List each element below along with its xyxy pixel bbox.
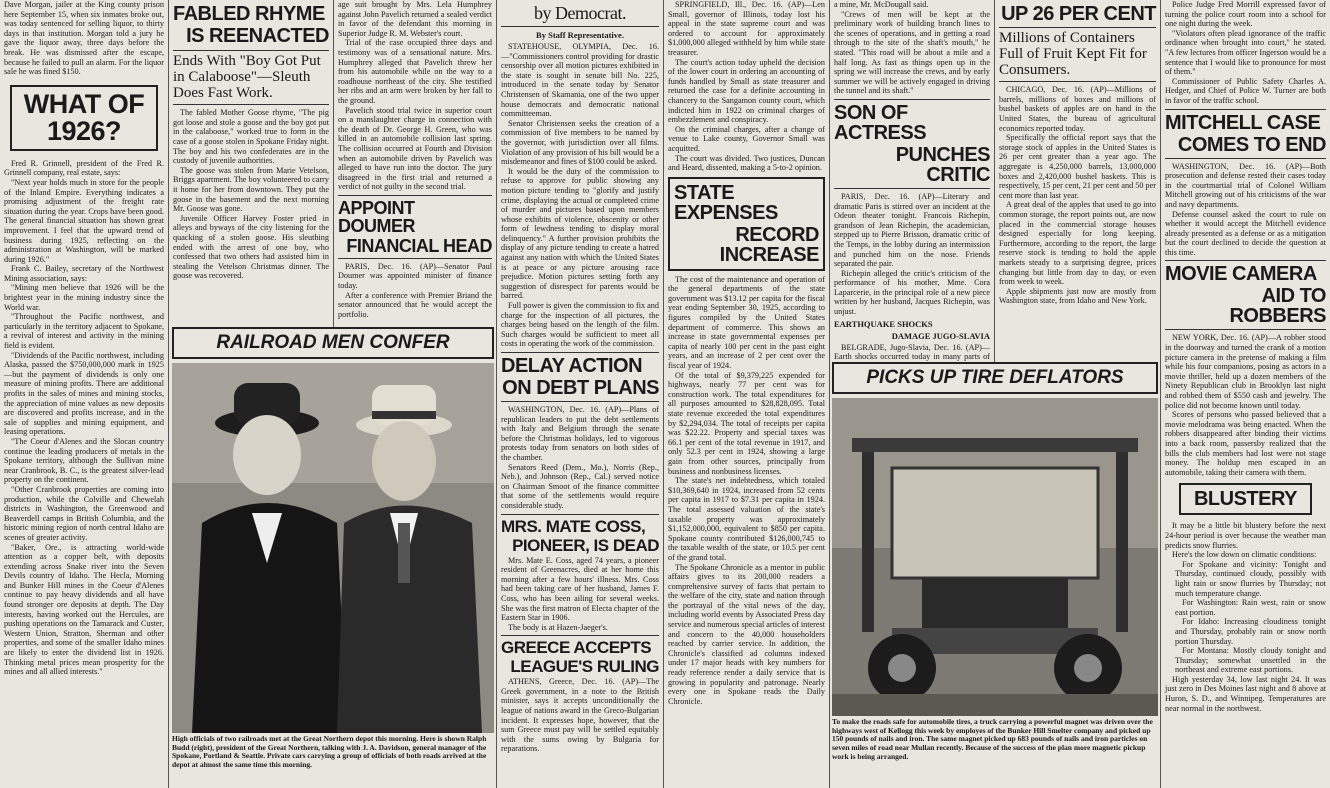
headline-punches-critic: PUNCHES CRITIC	[895, 143, 990, 186]
column-6	[830, 0, 994, 362]
headline-fabled-rhyme: FABLED RHYME	[173, 3, 325, 25]
headline-leagues-ruling: LEAGUE'S RULING	[510, 657, 659, 677]
jailer-article: Dave Morgan, jailer at the King county prison here September 15, when six inmates broke out, was today sentenced for selling liquor, to thirty days in that institution. Morgan told a jury he gave the liquor away, three days before the break. He was dismissed after the escape, because he failed to pull an alarm. For the liquor sale he was fined $150.	[4, 0, 164, 77]
magnet-truck-photo	[832, 398, 1158, 716]
subhead-fabled-rhyme: Ends With "Boy Got Put in Calaboose"—Sleuth Does Fast Work.	[173, 53, 321, 101]
small-appeal-article: SPRINGFIELD, Ill., Dec. 16. (AP)—Len Small, governor of Illinois, today lost his appeal in the state supreme court and was ordered to account for approximately $1,000,000 alleged withheld by him while state treasurer. The court's action today upheld the decision of the lower court in ordering an accounting of funds handled by Small as state treasurer and returned the case for a definite accounting in chancery to the Sangamon county court, which indicted him in 1922 on criminal charges of embezzlement and conspiracy. On the criminal charges, after a change of venue to Lake county, Governor Small was acquitted. The court was divided. Two justices, Duncan and Heard, dissented, making a 5-to-2 opinion.	[668, 0, 825, 173]
state-expenses-headline-box	[668, 177, 825, 271]
divider	[338, 195, 492, 196]
divider	[834, 99, 990, 100]
divider	[173, 104, 329, 105]
divider	[501, 26, 659, 27]
headline-greece-accepts: GREECE ACCEPTS	[501, 638, 652, 658]
headline-what-of-1926: WHAT OF 1926?	[23, 88, 145, 146]
headline-comes-to-end: COMES TO END	[1177, 133, 1326, 156]
headline-blustery: BLUSTERY	[1193, 488, 1298, 511]
divider	[501, 635, 659, 636]
blustery-headline-box	[1179, 483, 1312, 515]
divider	[501, 514, 659, 515]
doumer-article: PARIS, Dec. 16. (AP)—Senator Paul Doumer was appointed minister of finance today. After a conference with Premier Briand the senator announced that he would accept the portfolio.	[338, 261, 492, 319]
column-1	[0, 0, 168, 788]
headline-is-reenacted: IS REENACTED	[186, 25, 329, 47]
what-of-1926-article: Fred R. Grinnell, president of the Fred R. Grinnell company, real estate, says: "Next year holds much in store for the people of the Inland Empire. Everything indicates a promising adjustment of the freight rate situation during the year. Crops have been good. The general financial situation has shown great improvement. I feel that the upward trend of business during 1925, reflecting on the administration at Washington, will be marked during 1926." Frank C. Bailey, secretary of the Northwest Mining association, says: "Mining men believe that 1926 will be the brightest year in the mining industry since the World war. "Throughout the Pacific northwest, and particularly in the territory adjacent to Spokane, a revival of interest and activity in the mining field is evident. "Dividends of the Pacific northwest, including Alaska, passed the $750,000,000 mark in 1925—but the payment of dividends is only one measure of mining profits. There are additional profits in the sales of mines and mining stocks, the appreciation of mine values as new deposits are discovered and profits increase, and in the sale of supplies and mining equipment, and leasing operations. "The Coeur d'Alenes and the Slocan country continue the leading producers of metals in the Spokane territory, although the Sullivan mine near Cranbrook, B. C., is the greatest silver-lead property on the continent. "Other Cranbrook properties are coming into production, while the Colville and Chewelah districts in Washington, the Greenwood and Beaverdell camps in British Columbia, and the historic mining region of north central Idaho are scenes of greater activity. "Baker, Ore., is attracting world-wide attention as a copper belt, with deposits extending across Snake river into the Seven Devils country of Idaho. The Hecla, Morning and Bunker Hill mines in the Coeur d'Alenes continue to pay heavy dividends and all have found stronger ore deposits at depth. The Day interests, having worked out the Hercules, are pushing operations on the Tamarack and Custer, Western Union, Stratton, Sherman and other properties, and some of the smaller Idaho mines are likely to enter the dividend list in 1926. Thinking metal prices mean prosperity for the mines and all allied interests."	[4, 158, 164, 677]
debt-plans-article: WASHINGTON, Dec. 16. (AP)—Plans of republican leaders to put the debt settlements with Italy and Belgium through the senate before the Christmas holidays, led to vigorous protests today from senators on both sides of the chamber. Senators Reed (Dem., Mo.), Norris (Rep., Neb.), and Johnson (Rep., Cal.) served notice on Chairman Smoot of the finance committee that some of the settlements would require considerable study.	[501, 405, 659, 510]
divider	[501, 401, 659, 402]
headline-delay-action: DELAY ACTION	[501, 355, 643, 377]
censorship-article: STATEHOUSE, OLYMPIA, Dec. 16.—"Commissioners control providing for drastic censorship over all motion pictures exhibited in the state is sought in senate bill No. 225, introduced in the senate today by Senator Christensen of Skamania, one of the two upper house democrats and democratic national committeeman. Senator Christensen seeks the creation of a commission of five members to be named by the governor, with jurisdiction over all films. Violation of any provision of his bill would be a misdemeanor and fines of $100 could be asked. It would be the duty of the commission to refuse to approve for public showing any motion picture tending to "glorify and justify crime, displaying the actual or completed crime of murder and pictures based upon members whose exhibits of violence, obscenity or other form of lewdness tending to display moral delinquency." A further provision prohibits the display of any picture tending to create a hatred against any nation with which the United States is at peace or any picture arousing race prejudice. Motion pictures setting forth any suggestion of disrespect for parents would be barred. Full power is given the commission to fix and charge for the inspection of all pictures, the charges being based on the length of the film. Such charges would be sufficient to meet all costs in operating the work of the commission.	[501, 42, 659, 349]
divider	[338, 258, 492, 259]
tire-photo	[832, 398, 1158, 716]
movie-robbers-article: NEW YORK, Dec. 16. (AP)—A robber stood in the doorway and turned the crank of a motion picture camera in the pretense of making a film while his four companions, posing as actors in a movie thriller, held up a dozen members of the Ninety Republican club in Brooklyn last night and robbed them of $550 cash and jewelry. The police did not become known until today. Scores of persons who passed believed that a movie melodrama was being enacted. When the robbers disappeared after binding their victims into a back room, passersby realized that the bills the club members had lost were not stage money. The holdup men escaped in an automobile, taking their camera with them.	[1165, 333, 1326, 477]
mitchell-article: WASHINGTON, Dec. 16. (AP)—Both prosecution and defense rested their cases today in the courtmartial trial of Colonel William Mitchell growing out of his criticisms of the war and navy departments. Defense counsel asked the court to rule on whether it would accept the Mitchell evidence already presented as a defense or as a mitigation but the court declined to decide the question at this time.	[1165, 161, 1326, 257]
richepin-article: PARIS, Dec. 16. (AP)—Literary and dramatic Paris is stirred over an incident at the Odeon theater tonight. Francois Richepin, grandson of Jean Richepin, the academician, stepped up to Pierre Brisson, dramatic critic of the Temps, in the lobby during an intermission and punched him on the nose. Friends separated the pair. Richepin alleged the critic's criticism of the performance of his mother, Mme. Cora Laparcerie, in the principal role of a new piece written by her husband, Jacques Richepin, was unjust.	[834, 191, 990, 317]
divider	[834, 188, 990, 189]
divider	[1165, 329, 1326, 330]
headline-aid-to-robbers: AID TO ROBBERS	[1229, 285, 1326, 328]
headline-financial-head: FINANCIAL HEAD	[346, 235, 492, 256]
column-4	[497, 0, 663, 788]
divider	[999, 81, 1156, 82]
headline-earthquake-shocks: EARTHQUAKE SHOCKS	[834, 318, 933, 329]
railroad-photo	[172, 363, 494, 733]
headline-record-increase: RECORD INCREASE	[719, 223, 819, 266]
humphrey-article: age suit brought by Mrs. Lela Humphrey against John Pavelich returned a sealed verdict in favor of the defendant this morning in Superior Judge R. M. Webster's court. Trial of the case occupied three days and testimony was of a sensational nature. Mrs. Humphrey alleged that Pavelich threw her from his automobile while on the way to a roadhouse northeast of the city. She testified her ribs and an arm were broken by her fall to the ground. Pavelich stood trial twice in superior court on a manslaughter charge in connection with the death of Dr. George H. Green, who was killed in an automobile collision last spring. The collision occurred at Fourth and Division when an automobile driven by Pavelich was alleged to have run into the doctor. The jury disagreed in the first trial and returned a verdict of not guilty in the second trial.	[338, 0, 492, 192]
column-7	[995, 0, 1160, 362]
column-5	[664, 0, 829, 788]
apples-article: CHICAGO, Dec. 16. (AP)—Millions of barrels, millions of boxes and millions of bushel baskets of apples are on hand in the United States, the bureau of agricultural economics reported today. Specifically the official report says that the storage stock of apples in the United States is 26 per cent greater than a year ago. The aggregate is 4,250,000 barrels, 13,000,000 boxes and 2,420,000 bushel baskets. This is respectively, 15 per cent, 21 per cent and 50 per cent more than last year. A great deal of the apples that used to go into common storage, the report points out, are now placed in the commercial storage houses designed especially for long keeping. Furthermore, according to the report, the large reserve stock is tending to hold the apple markets steady to a surprising degree, prices changing but little from day to day, or even from week to week. Apple shipments just now are mostly from Washington state, from Idaho and New York.	[999, 85, 1156, 306]
headline-mrs-mate-coss: MRS. MATE COSS,	[501, 516, 646, 536]
divider	[173, 50, 329, 51]
headline-movie-camera: MOVIE CAMERA	[1165, 263, 1317, 286]
mine-article: a mine, Mr. McDougall said. "Crews of men will be kept at the preliminary work of building branch lines to the scenes of operations, and in getting a road through to the site of the shaft's mouth," he stated. "This road will be about a mile and a half long. As fast as things open up in the spring we will increase the crews, and by early summer we will be actively engaged in driving the tunnel and its shaft."	[834, 0, 990, 96]
column-2	[169, 0, 333, 330]
railroad-men-photo	[172, 363, 494, 733]
column-3	[334, 0, 496, 330]
column-8	[1161, 0, 1330, 788]
railroad-caption: High officials of two railroads met at the Great Northern depot this morning. Here is shown Ralph Budd (right), president of the Great Northern, talking with J. A. Davidson, general manager of the Spokane, Portland & Seattle. Private cars carrying a group of officials of both roads arrived at the depot at almost the same time this morning.	[172, 734, 487, 769]
headline-son-of-actress: SON OF ACTRESS	[834, 101, 927, 144]
headline-pioneer-is-dead: PIONEER, IS DEAD	[512, 535, 659, 555]
divider	[1165, 260, 1326, 261]
tire-caption: To make the roads safe for automobile tires, a truck carrying a powerful magnet was driven over the highways west of Kellogg this week by employes of the Bunker Hill Smelter company and picked up 150 pounds of nails and iron. The same magnet picked up 683 pounds of nails and iron particles on seven miles of road near Mullan recently. Because of the success of the plan more magnetic pickup work is being arranged.	[832, 717, 1153, 761]
tire-banner: PICKS UP TIRE DEFLATORS	[832, 362, 1158, 394]
headline-by-democrat: by Democrat.	[534, 3, 626, 23]
headline-appoint-doumer: APPOINT DOUMER	[338, 197, 415, 236]
greece-article: ATHENS, Greece, Dec. 16. (AP)—The Greek government, in a note to the British minister, says it accepts unconditionally the league of nations award in the Greco-Bulgarian incident. It expresses hope, however, that the sum Greece must pay will be settled equitably with the sums owing by Bulgaria for reparations.	[501, 677, 659, 754]
traffic-school-article: Police Judge Fred Morrill expressed favor of turning the police court room into a school for one night during the week. "Violators often plead ignorance of the traffic ordinance when brought into court," he stated. "A few lectures from officer Ingerson would be a sentence that I would like to pronounce for most of them." Commissioner of Public Safety Charles A. Hedger, and Chief of Police W. Turner are both in favor of the traffic school.	[1165, 0, 1326, 105]
state-expenses-article: The cost of the maintenance and operation of the general departments of the state government was $13.12 per capita for the fiscal year ending September 30, 1925, according to figures compiled by the United States department of commerce. This shows an increase in state governmental expenses per capita of nearly 100 per cent in the past eight years, and an increase of 2 per cent over the fiscal year of 1924. Of the total of $9,379,225 expended for highways, nearly 77 per cent was for construction work. The total expenditures for all purposes amounted to $28,828,095. Total state revenue exceeded the total expenditures by $2,294,034. The total of receipts per capita was $22.22. Property and special taxes was 66.1 per cent of the total revenue in 1917, and only 52.3 per cent in 1924, showing a large gain from other sources, principally from business and nonbusiness licenses. The state's net indebtedness, which totaled $10,369,640 in 1924, increased from 52 cents per capita in 1917 to $7.31 per capita in 1924. The total assessed valuation of the state's taxable property was approximately $1,152,000,000, equivalent to $850 per capita. Spokane county contributed $126,000,745 to the taxable wealth of the state, or 10.5 per cent of the grand total. The Spokane Chronicle as a mentor in public affairs gives to its 200,000 readers a comprehensive survey of facts that pertain to the welfare of the city, state and nation through the portrayal of the vital news of the day, including world events by Associated Press day service and numerous special articles of interest and concern to the 40,000 householders reached by carrier service. In addition, the Chronicle's classified ad columns indexed under 17 major heads with key numbers for ready reference render a daily service that is growing in popularity and patronage. Nearly every one in Spokane reads the Daily Chronicle.	[668, 274, 825, 706]
tire-feature	[832, 362, 1158, 788]
divider	[999, 27, 1156, 28]
headline-damage-jugo-slavia: DAMAGE JUGO-SLAVIA	[891, 330, 990, 341]
divider	[1165, 109, 1326, 110]
divider	[501, 352, 659, 353]
fabled-rhyme-article: The fabled Mother Goose rhyme, "The pig got loose and stole a goose and the boy got put in the calaboose," worked true to form in the case of a goose stolen in Spokane Friday night. The boy and his two confederates are in the custody of juvenile authorities. The goose was stolen from Marie Vetelson, Briggs apartment. The boy volunteered to carry it home for her from downtown. They put the goose in the basement and the next morning Mr. Goose was gone. Juvenile Officer Harvey Foster pried in alleys and byways of the city listening for the quacking of a stolen goose. His sleuthing ended with the arrest of one boy, who confessed that two others had assisted him in stealing the Vetelson Christmas dinner. The goose was recovered.	[173, 108, 329, 281]
headline-on-debt-plans: ON DEBT PLANS	[502, 377, 659, 399]
headline-mitchell-case: MITCHELL CASE	[1165, 111, 1321, 134]
byline: By Staff Representative.	[536, 30, 624, 40]
subhead-apples: Millions of Containers Full of Fruit Kept Fit for Consumers.	[999, 30, 1147, 78]
weather-article: It may be a little bit blustery before the next 24-hour period is over because the weather man predicts snow flurries. Here's the low down on climatic conditions: For Spokane and vicinity: Tonight and Thursday, continued cloudy, possibly with light rain or snow flurries by Thursday; not much temperature change. For Washington: Rain west, rain or snow east portion. For Idaho: Increasing cloudiness tonight and Thursday, probably rain or snow north portion Thursday. For Montana: Mostly cloudy tonight and Thursday; somewhat unsettled in the northeast and extreme east portions. High yesterday 34, low last night 24. It was just zero in Des Moines last night and 8 above at Huron, S. D., and Winnipeg. Temperatures are near normal in the northwest.	[1165, 521, 1326, 713]
railroad-feature	[172, 327, 494, 788]
coss-article: Mrs. Mate E. Coss, aged 74 years, a pioneer resident of Greenacres, died at her home this morning after a few hours' illness. Mrs. Coss had been taking care of her husband, James F. Coss, who has been ailing for several weeks. She was the first matron of Electa chapter of the Eastern Star in 1906. The body is at Hazen-Jaeger's.	[501, 555, 660, 632]
what-of-1926-headline-box	[10, 85, 158, 151]
headline-state-expenses: STATE EXPENSES	[674, 181, 778, 224]
divider	[1165, 158, 1326, 159]
railroad-banner: RAILROAD MEN CONFER	[172, 327, 494, 359]
earthquake-article: BELGRADE, Jugo-Slavia, Dec. 16. (AP)—Earth shocks occurred today in many parts of	[834, 342, 990, 362]
headline-up-26-per-cent: UP 26 PER CENT	[1001, 3, 1156, 25]
